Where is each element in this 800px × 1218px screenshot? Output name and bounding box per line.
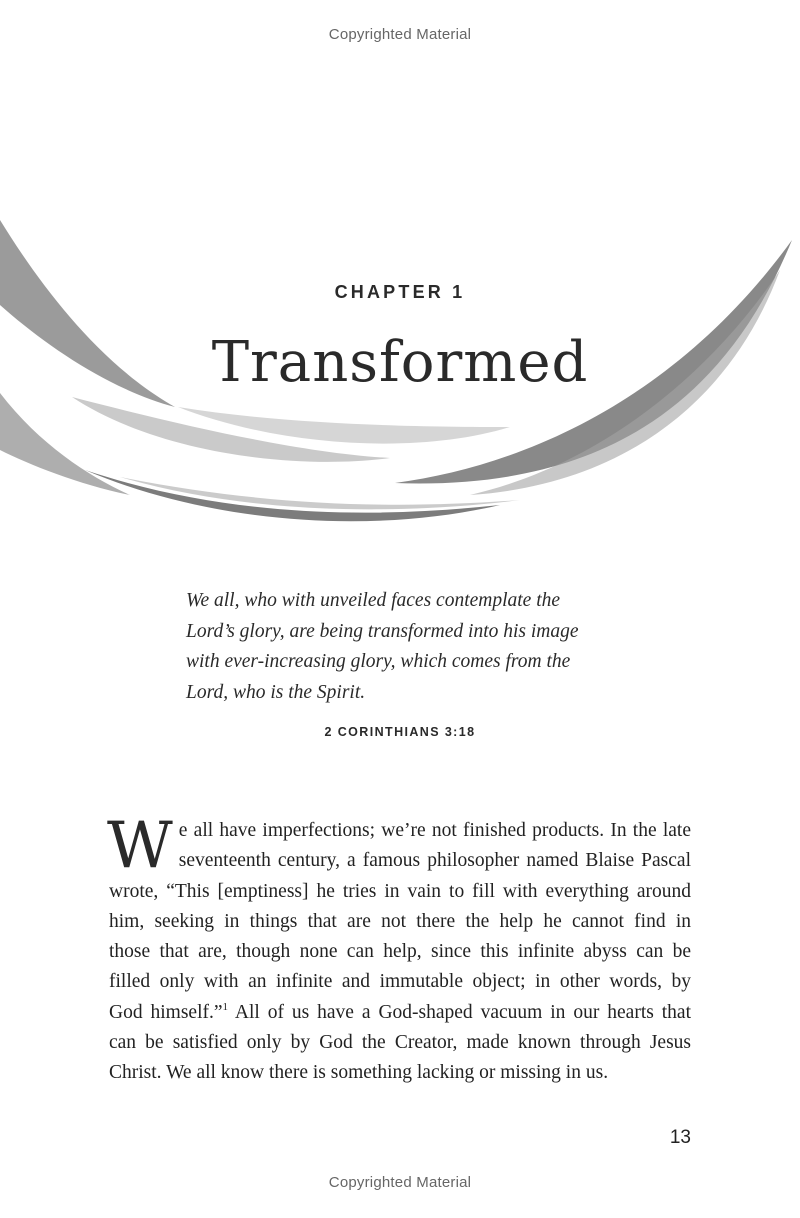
body-line: him, seeking in things that are not there the help he cannot find in [109,910,691,932]
epigraph [186,586,606,708]
body-line: seventeenth century, a famous philosopher named Blaise Pascal [178,850,691,872]
body-line: Christ. We all know there is something lacking or missing in us. [109,1062,609,1084]
copyright-notice-bottom: Copyrighted Material [328,1174,472,1191]
body-line: filled only with an infinite and immutable object; in other words, by [109,971,691,993]
body-text-segment: God himself.” [109,1001,223,1023]
epigraph-line: with ever-increasing glory, which comes from the [186,651,571,672]
epigraph-reference: 2 CORINTHIANS 3:18 [324,725,476,739]
epigraph-line: Lord’s glory, are being transformed into his image [186,620,579,642]
body-text-segment: All of us have a God-shaped vacuum in our hearts that [228,1001,691,1023]
epigraph-line: We all, who with unveiled faces contemplate the [186,590,561,611]
body-line: those that are, though none can help, since this infinite abyss can be [109,941,691,963]
epigraph-line: Lord, who is the Spirit. [186,681,366,703]
chapter-title: Transformed [211,330,589,395]
body-line: e all have imperfections; we’re not finished products. In the late [178,820,691,841]
page-number: 13 [669,1127,691,1148]
body-line [109,998,691,1028]
copyright-notice-top: Copyrighted Material [328,26,472,43]
body-line: wrote, “This [emptiness] he tries in vain to fill with everything around [109,880,691,902]
body-line: can be satisfied only by God the Creator, made known through Jesus [109,1032,691,1054]
footnote-marker[interactable]: 1 [222,1000,229,1013]
drop-cap: W [107,809,173,883]
chapter-label: CHAPTER 1 [334,282,466,302]
body-paragraph [107,809,691,1089]
